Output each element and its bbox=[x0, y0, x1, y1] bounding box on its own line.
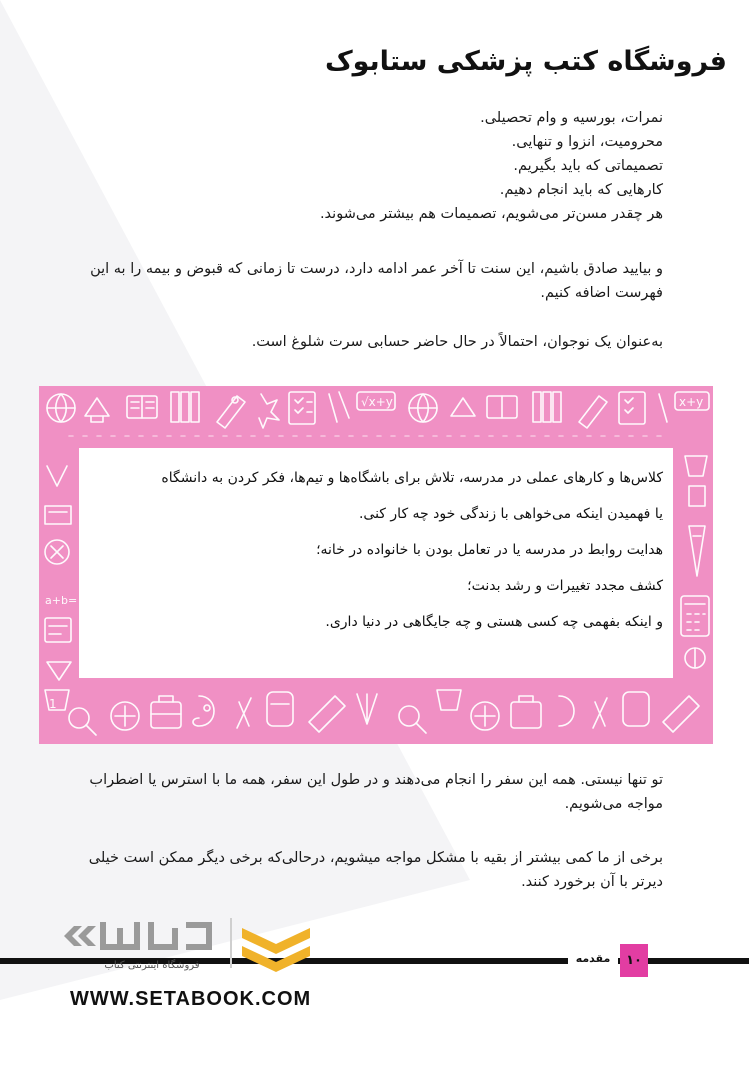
paragraph-some-of-us: برخی از ما کمی بیشتر از بقیه با مشکل مواجه میشویم، درحالی‌که برخی دیگر ممکن است خیلی دیرتر با آن برخورد کنند. bbox=[88, 850, 663, 890]
list-item: تصمیماتی که باید بگیریم. bbox=[513, 158, 663, 174]
list-item: نمرات، بورسیه و وام تحصیلی. bbox=[480, 110, 663, 126]
paragraph-not-alone: تو تنها نیستی. همه این سفر را انجام می‌دهند و در طول این سفر، همه ما با استرس یا اضطراب مواجه می‌شویم. bbox=[89, 772, 663, 812]
chapter-label: مقدمه bbox=[568, 950, 618, 968]
website-url[interactable]: WWW.SETABOOK.COM bbox=[70, 988, 312, 1010]
highlight-text bbox=[87, 460, 663, 640]
doodle-frame bbox=[39, 386, 713, 744]
box-line: کشف مجدد تغییرات و رشد بدنت؛ bbox=[467, 578, 663, 594]
svg-text:√x+y: √x+y bbox=[361, 395, 393, 409]
page-title: فروشگاه کتب پزشکی ستابوک bbox=[324, 46, 727, 77]
paragraph-honest: و بیایید صادق باشیم، این سنت تا آخر عمر ادامه دارد، درست تا زمانی که قبوض و بیمه را به این فهرست اضافه کنیم. bbox=[90, 261, 663, 301]
list-item: هر چقدر مسن‌تر می‌شویم، تصمیمات هم بیشتر می‌شوند. bbox=[319, 206, 663, 222]
svg-text:a+b=: a+b= bbox=[45, 594, 78, 607]
list-item: کارهایی که باید انجام دهیم. bbox=[499, 182, 663, 198]
list-item: محرومیت، انزوا و تنهایی. bbox=[511, 134, 663, 150]
box-line: و اینکه بفهمی چه کسی هستی و چه جایگاهی در دنیا داری. bbox=[325, 614, 663, 630]
logo-tagline: فروشگاه اینترنتی کتاب bbox=[104, 960, 200, 971]
svg-text:1: 1 bbox=[49, 697, 57, 711]
box-line: کلاس‌ها و کارهای عملی در مدرسه، تلاش برای باشگاه‌ها و تیم‌ها، فکر کردن به دانشگاه bbox=[161, 470, 663, 486]
box-line: هدایت روابط در مدرسه یا در تعامل بودن با خانواده در خانه؛ bbox=[316, 542, 663, 558]
box-line: یا فهمیدن اینکه می‌خواهی با زندگی خود چه کار کنی. bbox=[358, 506, 663, 522]
page-number: ۱۰ bbox=[620, 944, 648, 977]
paragraph-teen: به‌عنوان یک نوجوان، احتمالاً در حال حاضر حسابی سرت شلوغ است. bbox=[251, 334, 663, 350]
svg-text:x+y: x+y bbox=[679, 395, 704, 409]
highlight-box bbox=[79, 448, 673, 678]
intro-list bbox=[320, 106, 663, 226]
